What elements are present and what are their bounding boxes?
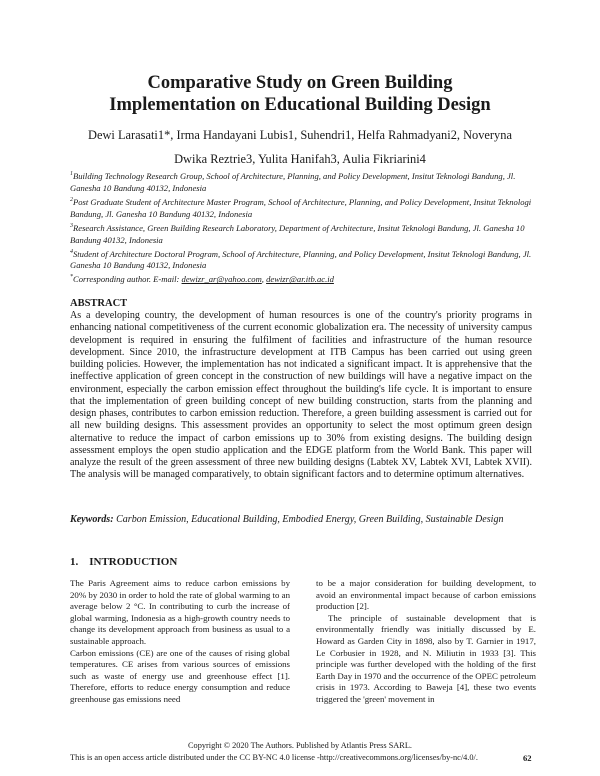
affiliation-4 bbox=[70, 246, 532, 272]
footer-copyright: Copyright © 2020 The Authors. Published by Atlantis Press SARL. bbox=[188, 741, 412, 750]
keywords-text: Carbon Emission, Educational Building, Embodied Energy, Green Building, Sustainable Design bbox=[116, 514, 504, 525]
abstract-heading: ABSTRACT bbox=[70, 298, 128, 309]
author-list bbox=[60, 123, 540, 171]
title-line-1: Comparative Study on Green Building bbox=[147, 73, 453, 93]
corresponding-label: Corresponding author. E-mail: bbox=[73, 274, 182, 285]
abstract-text: As a developing country, the development of human resources is one of the country's priority programs in enhancing national competitiveness of the current economic globalization era. The necessity of university campus development is required in ensuring the fulfilment of facilities and infrastructure of the human resource development. Since 2010, the infrastructure development at ITB Campus has been carried out using green building policies. However, the implementation has not indicated a significant impact. It is apprehensive that the ineffective application of green concept in the construction of new buildings will have a negative impact on the environment, especially the carbon emission effect throughout the building's life cycle. It is important to ensure that the implementation of green building concept of new building construction, starts from the planning and design phases, contributes to carbon emission reduction. Therefore, a green building assessment is carried out for all new building designs. This assessment provides an opportunity to select the most optimum green design alternative to reduce the impact of carbon emissions up to 30% from existing designs. The building design assessment employs the open studio application and the EDGE platform from the World Bank. This paper will analyze the result of the green assessment of three new building designs (Labtek XV, Labtek XVI, Labtek XVII). The analysis will be managed comparatively, to obtain significant factors and to determine optimum alternatives. bbox=[70, 310, 532, 481]
email-link-1[interactable]: dewizr_ar@yahoo.com bbox=[181, 274, 262, 285]
intro-paragraph: Carbon emissions (CE) are one of the causes of rising global temperatures. CE arises from various sources of emissions such as waste of energy use and greenhouse effect [1]. Therefore, efforts to reduce energy consumption and reduce greenhouse gas emissions need bbox=[70, 647, 290, 704]
authors-line-2: Dwika Reztrie3, Yulita Hanifah3, Aulia Fikriarini4 bbox=[174, 152, 426, 166]
affiliation-text: Post Graduate Student of Architecture Master Program, School of Architecture, Planning, and Policy Development, Insitut Teknologi Bandung, Jl. Ganesha 10 Bandung 40132, Indonesia bbox=[70, 196, 532, 219]
affiliation-text: Building Technology Research Group, School of Architecture, Planning, and Policy Development, Insitut Teknologi Bandung, Jl. Ganesha 10 Bandung 40132, Indonesia bbox=[70, 170, 516, 193]
intro-paragraph: The principle of sustainable development that is environmentally friendly was initially discussed by E. Howard as Garden City in 1898, also by T. Garnier in 1917, Le Corbusier in 1928, and N. Miliutin in 1933 [3]. This principle was further developed with the holding of the first Earth Day in 1970 and the occurrence of the OPEC petroleum crisis in 1973. According to Baweja [4], these two events triggered the 'green' movement in bbox=[316, 612, 536, 704]
email-link-2[interactable]: dewizr@ar.itb.ac.id bbox=[266, 274, 334, 285]
intro-paragraph: to be a major consideration for building development, to avoid an environmental impact because of carbon emissions production [2]. bbox=[316, 578, 536, 612]
title-line-2: Implementation on Educational Building Design bbox=[109, 95, 491, 115]
affiliations bbox=[70, 168, 532, 285]
corresponding-author bbox=[70, 271, 532, 285]
email-separator: , bbox=[261, 274, 267, 285]
paper-title bbox=[40, 72, 560, 116]
affiliation-number: 3 bbox=[70, 222, 73, 229]
section-heading-introduction bbox=[70, 556, 177, 568]
corresponding-mark: * bbox=[70, 274, 73, 281]
affiliation-text: Research Assistance, Green Building Research Laboratory, Department of Architecture, Insitut Teknologi Bandung, Jl. Ganesha 10 Bandung 40132, Indonesia bbox=[70, 222, 525, 245]
affiliation-2 bbox=[70, 194, 532, 220]
affiliation-number: 4 bbox=[70, 248, 73, 255]
affiliation-number: 2 bbox=[70, 196, 73, 203]
keywords bbox=[70, 513, 532, 526]
affiliation-text: Student of Architecture Doctoral Program, School of Architecture, Planning, and Policy Development, Insitut Teknologi Bandung, Jl. Ganesha 10 Bandung 40132, Indonesia bbox=[70, 248, 532, 271]
intro-paragraph: The Paris Agreement aims to reduce carbon emissions by 20% by 2030 in order to hold the rate of global warming to an average below 2 °C. In contributing to curb the increase of global warming, Indonesia as a high-growth country needs to change its development approach from business as usual to a sustainable approach. bbox=[70, 578, 290, 646]
authors-line-1: Dewi Larasati1*, Irma Handayani Lubis1, Suhendri1, Helfa Rahmadyani2, Noveryna bbox=[88, 128, 512, 142]
intro-column-left bbox=[70, 578, 290, 706]
intro-column-right bbox=[316, 578, 536, 706]
affiliation-1 bbox=[70, 168, 532, 194]
keywords-label: Keywords: bbox=[70, 514, 114, 525]
affiliation-number: 1 bbox=[70, 171, 73, 177]
affiliation-3 bbox=[70, 220, 532, 246]
section-heading-text: 1. INTRODUCTION bbox=[70, 556, 178, 568]
page-number: 62 bbox=[523, 753, 532, 763]
footer-license: This is an open access article distributed under the CC BY-NC 4.0 license -http://creativecommons.org/licenses/by-nc/4.0/. bbox=[70, 753, 478, 762]
